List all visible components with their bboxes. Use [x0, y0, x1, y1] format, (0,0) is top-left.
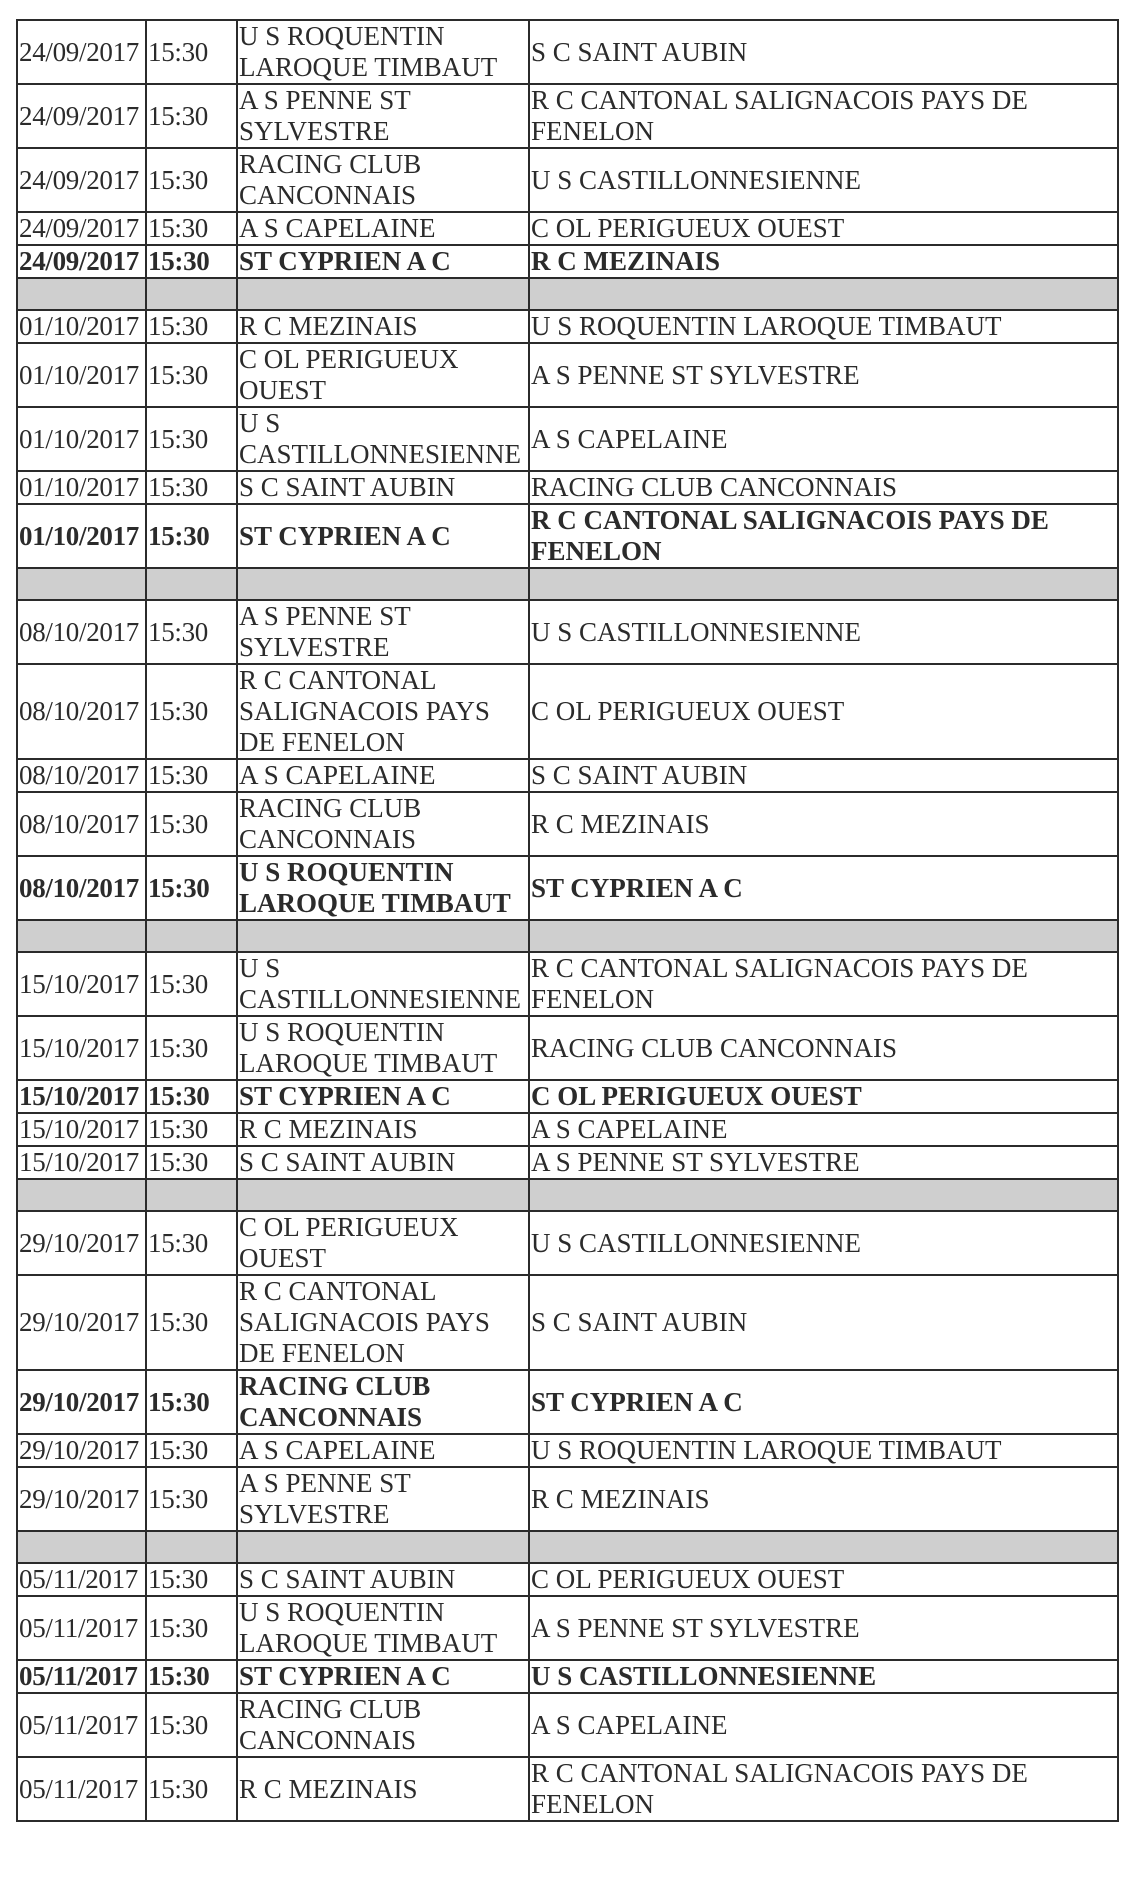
home-team: A S PENNE ST SYLVESTRE	[237, 1467, 529, 1531]
separator-cell	[146, 1179, 237, 1211]
away-team: A S CAPELAINE	[529, 407, 1118, 471]
match-time: 15:30	[146, 245, 237, 278]
match-time: 15:30	[146, 20, 237, 84]
away-team: A S CAPELAINE	[529, 1113, 1118, 1146]
match-time: 15:30	[146, 310, 237, 343]
home-team: U S ROQUENTIN LAROQUE TIMBAUT	[237, 20, 529, 84]
home-team: R C MEZINAIS	[237, 1757, 529, 1821]
separator-row	[17, 920, 1118, 952]
away-team: R C MEZINAIS	[529, 792, 1118, 856]
away-team: ST CYPRIEN A C	[529, 856, 1118, 920]
away-team: R C CANTONAL SALIGNACOIS PAYS DE FENELON	[529, 1757, 1118, 1821]
away-team: C OL PERIGUEUX OUEST	[529, 212, 1118, 245]
match-date: 01/10/2017	[17, 343, 146, 407]
separator-cell	[17, 1531, 146, 1563]
match-row	[17, 1660, 1118, 1693]
separator-cell	[529, 568, 1118, 600]
separator-cell	[146, 1531, 237, 1563]
separator-cell	[529, 1531, 1118, 1563]
away-team: R C CANTONAL SALIGNACOIS PAYS DE FENELON	[529, 84, 1118, 148]
match-time: 15:30	[146, 792, 237, 856]
match-row	[17, 407, 1118, 471]
match-time: 15:30	[146, 1693, 237, 1757]
match-date: 24/09/2017	[17, 148, 146, 212]
home-team: A S CAPELAINE	[237, 759, 529, 792]
match-time: 15:30	[146, 664, 237, 759]
match-date: 29/10/2017	[17, 1467, 146, 1531]
separator-row	[17, 568, 1118, 600]
match-time: 15:30	[146, 856, 237, 920]
away-team: ST CYPRIEN A C	[529, 1370, 1118, 1434]
match-row	[17, 664, 1118, 759]
match-row	[17, 1370, 1118, 1434]
home-team: ST CYPRIEN A C	[237, 504, 529, 568]
match-row	[17, 471, 1118, 504]
match-time: 15:30	[146, 1275, 237, 1370]
match-row	[17, 310, 1118, 343]
match-row	[17, 148, 1118, 212]
away-team: A S PENNE ST SYLVESTRE	[529, 343, 1118, 407]
separator-cell	[529, 1179, 1118, 1211]
separator-row	[17, 1179, 1118, 1211]
home-team: A S CAPELAINE	[237, 1434, 529, 1467]
home-team: C OL PERIGUEUX OUEST	[237, 1211, 529, 1275]
away-team: C OL PERIGUEUX OUEST	[529, 664, 1118, 759]
away-team: RACING CLUB CANCONNAIS	[529, 471, 1118, 504]
match-row	[17, 20, 1118, 84]
match-date: 24/09/2017	[17, 245, 146, 278]
match-time: 15:30	[146, 148, 237, 212]
away-team: RACING CLUB CANCONNAIS	[529, 1016, 1118, 1080]
away-team: S C SAINT AUBIN	[529, 1275, 1118, 1370]
home-team: A S CAPELAINE	[237, 212, 529, 245]
match-date: 15/10/2017	[17, 1080, 146, 1113]
match-date: 05/11/2017	[17, 1563, 146, 1596]
match-row	[17, 792, 1118, 856]
match-date: 08/10/2017	[17, 664, 146, 759]
home-team: A S PENNE ST SYLVESTRE	[237, 600, 529, 664]
match-date: 29/10/2017	[17, 1434, 146, 1467]
home-team: S C SAINT AUBIN	[237, 471, 529, 504]
away-team: A S CAPELAINE	[529, 1693, 1118, 1757]
match-date: 05/11/2017	[17, 1660, 146, 1693]
home-team: ST CYPRIEN A C	[237, 1660, 529, 1693]
match-date: 24/09/2017	[17, 212, 146, 245]
separator-cell	[237, 920, 529, 952]
match-row	[17, 1146, 1118, 1179]
away-team: R C MEZINAIS	[529, 245, 1118, 278]
away-team: U S CASTILLONNESIENNE	[529, 600, 1118, 664]
match-time: 15:30	[146, 84, 237, 148]
match-time: 15:30	[146, 1596, 237, 1660]
home-team: U S ROQUENTIN LAROQUE TIMBAUT	[237, 1016, 529, 1080]
match-time: 15:30	[146, 600, 237, 664]
match-time: 15:30	[146, 1113, 237, 1146]
match-row	[17, 1080, 1118, 1113]
match-row	[17, 1434, 1118, 1467]
separator-cell	[146, 568, 237, 600]
match-date: 01/10/2017	[17, 504, 146, 568]
match-date: 15/10/2017	[17, 1016, 146, 1080]
away-team: A S PENNE ST SYLVESTRE	[529, 1596, 1118, 1660]
match-time: 15:30	[146, 1434, 237, 1467]
match-time: 15:30	[146, 504, 237, 568]
match-row	[17, 504, 1118, 568]
home-team: R C CANTONAL SALIGNACOIS PAYS DE FENELON	[237, 1275, 529, 1370]
match-date: 15/10/2017	[17, 1146, 146, 1179]
separator-cell	[146, 278, 237, 310]
home-team: RACING CLUB CANCONNAIS	[237, 792, 529, 856]
separator-cell	[237, 1179, 529, 1211]
match-row	[17, 1467, 1118, 1531]
match-time: 15:30	[146, 407, 237, 471]
home-team: U S CASTILLONNESIENNE	[237, 407, 529, 471]
home-team: ST CYPRIEN A C	[237, 1080, 529, 1113]
separator-row	[17, 1531, 1118, 1563]
match-row	[17, 1113, 1118, 1146]
match-row	[17, 245, 1118, 278]
away-team: R C MEZINAIS	[529, 1467, 1118, 1531]
match-row	[17, 759, 1118, 792]
match-row	[17, 600, 1118, 664]
home-team: U S CASTILLONNESIENNE	[237, 952, 529, 1016]
separator-row	[17, 278, 1118, 310]
match-date: 08/10/2017	[17, 792, 146, 856]
match-date: 05/11/2017	[17, 1693, 146, 1757]
match-time: 15:30	[146, 1467, 237, 1531]
away-team: U S ROQUENTIN LAROQUE TIMBAUT	[529, 310, 1118, 343]
away-team: S C SAINT AUBIN	[529, 20, 1118, 84]
fixtures-table	[16, 19, 1119, 1822]
home-team: U S ROQUENTIN LAROQUE TIMBAUT	[237, 1596, 529, 1660]
match-date: 24/09/2017	[17, 84, 146, 148]
match-date: 15/10/2017	[17, 1113, 146, 1146]
match-date: 01/10/2017	[17, 471, 146, 504]
match-row	[17, 343, 1118, 407]
match-row	[17, 856, 1118, 920]
away-team: C OL PERIGUEUX OUEST	[529, 1563, 1118, 1596]
match-time: 15:30	[146, 343, 237, 407]
separator-cell	[146, 920, 237, 952]
separator-cell	[17, 920, 146, 952]
match-date: 08/10/2017	[17, 759, 146, 792]
match-row	[17, 1016, 1118, 1080]
separator-cell	[237, 1531, 529, 1563]
away-team: A S PENNE ST SYLVESTRE	[529, 1146, 1118, 1179]
home-team: R C MEZINAIS	[237, 310, 529, 343]
match-row	[17, 1693, 1118, 1757]
home-team: S C SAINT AUBIN	[237, 1563, 529, 1596]
away-team: U S CASTILLONNESIENNE	[529, 1211, 1118, 1275]
match-date: 08/10/2017	[17, 600, 146, 664]
match-date: 05/11/2017	[17, 1596, 146, 1660]
match-time: 15:30	[146, 1211, 237, 1275]
home-team: U S ROQUENTIN LAROQUE TIMBAUT	[237, 856, 529, 920]
match-time: 15:30	[146, 1146, 237, 1179]
separator-cell	[529, 920, 1118, 952]
match-row	[17, 1563, 1118, 1596]
home-team: ST CYPRIEN A C	[237, 245, 529, 278]
away-team: R C CANTONAL SALIGNACOIS PAYS DE FENELON	[529, 504, 1118, 568]
away-team: U S ROQUENTIN LAROQUE TIMBAUT	[529, 1434, 1118, 1467]
match-time: 15:30	[146, 471, 237, 504]
match-date: 15/10/2017	[17, 952, 146, 1016]
home-team: RACING CLUB CANCONNAIS	[237, 1370, 529, 1434]
away-team: C OL PERIGUEUX OUEST	[529, 1080, 1118, 1113]
match-row	[17, 84, 1118, 148]
match-date: 29/10/2017	[17, 1370, 146, 1434]
match-date: 01/10/2017	[17, 310, 146, 343]
match-time: 15:30	[146, 1660, 237, 1693]
match-time: 15:30	[146, 1080, 237, 1113]
fixtures-table-body	[17, 20, 1118, 1821]
home-team: R C CANTONAL SALIGNACOIS PAYS DE FENELON	[237, 664, 529, 759]
match-row	[17, 1757, 1118, 1821]
match-row	[17, 1211, 1118, 1275]
away-team: R C CANTONAL SALIGNACOIS PAYS DE FENELON	[529, 952, 1118, 1016]
match-date: 24/09/2017	[17, 20, 146, 84]
match-date: 08/10/2017	[17, 856, 146, 920]
match-time: 15:30	[146, 759, 237, 792]
match-date: 05/11/2017	[17, 1757, 146, 1821]
separator-cell	[237, 568, 529, 600]
separator-cell	[17, 278, 146, 310]
match-row	[17, 1596, 1118, 1660]
match-date: 29/10/2017	[17, 1211, 146, 1275]
away-team: S C SAINT AUBIN	[529, 759, 1118, 792]
separator-cell	[529, 278, 1118, 310]
away-team: U S CASTILLONNESIENNE	[529, 148, 1118, 212]
match-row	[17, 1275, 1118, 1370]
match-time: 15:30	[146, 1563, 237, 1596]
match-time: 15:30	[146, 1370, 237, 1434]
home-team: R C MEZINAIS	[237, 1113, 529, 1146]
match-time: 15:30	[146, 1757, 237, 1821]
match-time: 15:30	[146, 212, 237, 245]
home-team: RACING CLUB CANCONNAIS	[237, 1693, 529, 1757]
separator-cell	[17, 568, 146, 600]
home-team: RACING CLUB CANCONNAIS	[237, 148, 529, 212]
separator-cell	[17, 1179, 146, 1211]
match-date: 29/10/2017	[17, 1275, 146, 1370]
separator-cell	[237, 278, 529, 310]
home-team: S C SAINT AUBIN	[237, 1146, 529, 1179]
away-team: U S CASTILLONNESIENNE	[529, 1660, 1118, 1693]
home-team: A S PENNE ST SYLVESTRE	[237, 84, 529, 148]
match-time: 15:30	[146, 952, 237, 1016]
match-row	[17, 952, 1118, 1016]
match-date: 01/10/2017	[17, 407, 146, 471]
home-team: C OL PERIGUEUX OUEST	[237, 343, 529, 407]
match-row	[17, 212, 1118, 245]
match-time: 15:30	[146, 1016, 237, 1080]
